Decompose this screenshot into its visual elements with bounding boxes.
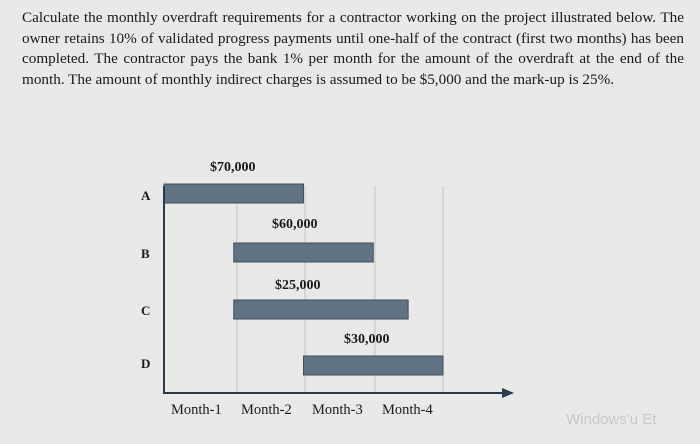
x-axis-arrow-icon xyxy=(502,388,514,398)
bar-label-a: $70,000 xyxy=(210,160,256,175)
month-label-3: Month-3 xyxy=(312,402,363,418)
problem-statement: Calculate the monthly overdraft requirements for a contractor working on the project illustrated below. The owner retains 10% of validated progress payments until one-half of the contract (first two months) has been completed. The contractor pays the bank 1% per month for the amount of the overdraft at the end of the month. The amount of monthly indirect charges is assumed to be $5,000 and the mark-up is 25%. xyxy=(22,9,684,88)
bar-label-c: $25,000 xyxy=(275,278,321,293)
windows-activation-watermark: Windows'u Et xyxy=(566,411,657,428)
activity-bar-a xyxy=(164,184,304,203)
month-label-1: Month-1 xyxy=(171,402,222,418)
row-label-d: D xyxy=(141,356,151,371)
row-label-b: B xyxy=(141,246,150,261)
row-label-a: A xyxy=(141,188,151,203)
activity-bar-c xyxy=(234,300,408,319)
activity-bar-b xyxy=(234,243,374,262)
row-label-c: C xyxy=(141,303,151,318)
activity-bar-d xyxy=(304,356,444,375)
month-label-2: Month-2 xyxy=(241,402,292,418)
month-label-4: Month-4 xyxy=(382,402,433,418)
bar-label-d: $30,000 xyxy=(344,332,390,347)
bar-label-b: $60,000 xyxy=(272,217,318,232)
